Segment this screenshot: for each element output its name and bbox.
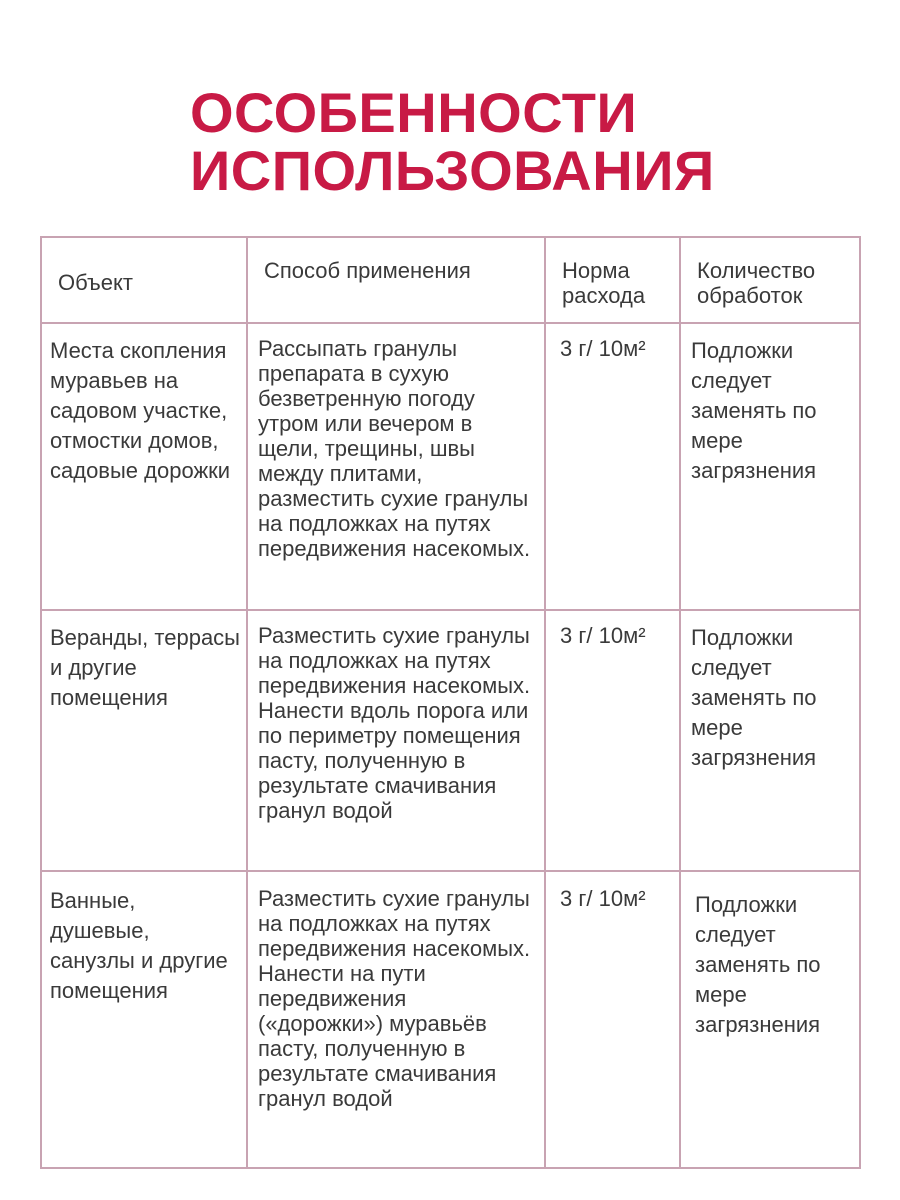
row-rate: 3 г/ 10м²: [545, 323, 680, 610]
header-rate: Норма расхода: [545, 237, 680, 323]
usage-table: [40, 236, 861, 1169]
row-rate: 3 г/ 10м²: [545, 610, 680, 871]
row-object: Места скопления муравьев на садовом участке, отмостки домов, садовые дорожки: [41, 323, 247, 610]
table-header-row: [41, 237, 860, 323]
page-title: [190, 81, 715, 202]
row-object: Ванные, душевые, санузлы и другие помещения: [41, 871, 247, 1168]
row-count: Подложки следует заменять по мере загрязнения: [680, 323, 860, 610]
row-object: Веранды, террасы и другие помещения: [41, 610, 247, 871]
row-rate: 3 г/ 10м²: [545, 871, 680, 1168]
table-row: [41, 610, 860, 871]
table-row: [41, 871, 860, 1168]
row-method: Разместить сухие гранулы на подложках на путях передвижения насекомых. Нанести вдоль порога или по периметру помещения пасту, полученную в результате смачивания гранул водой: [247, 610, 545, 871]
row-method: Разместить сухие гранулы на подложках на путях передвижения насекомых. Нанести на пути передвижения («дорожки») муравьёв пасту, полученную в результате смачивания гранул водой: [247, 871, 545, 1168]
row-method: Рассыпать гранулы препарата в сухую безветренную погоду утром или вечером в щели, трещины, швы между плитами, разместить сухие гранулы на подложках на путях передвижения насекомых.: [247, 323, 545, 610]
title-line-1: ОСОБЕННОСТИ: [190, 81, 638, 144]
table-row: [41, 323, 860, 610]
header-object: Объект: [41, 237, 247, 323]
row-count: Подложки следует заменять по мере загрязнения: [680, 871, 860, 1168]
header-method: Способ применения: [247, 237, 545, 323]
row-count: Подложки следует заменять по мере загрязнения: [680, 610, 860, 871]
header-count: Количество обработок: [680, 237, 860, 323]
title-line-2: ИСПОЛЬЗОВАНИЯ: [190, 139, 715, 202]
